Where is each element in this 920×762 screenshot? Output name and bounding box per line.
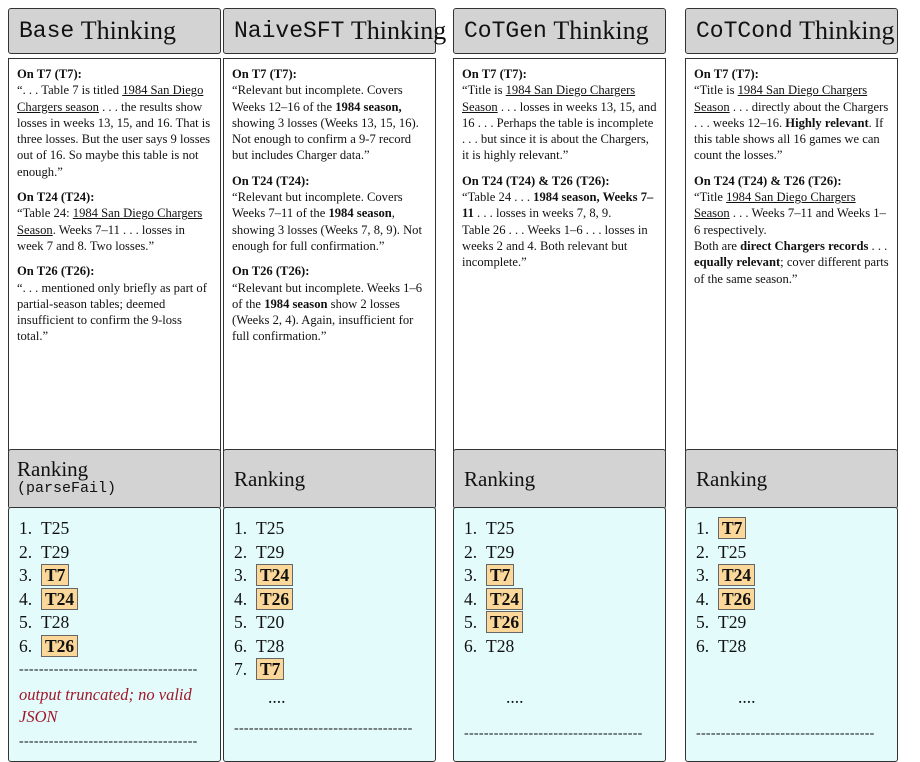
method-column-base	[8, 8, 221, 749]
ranking-item	[234, 541, 435, 565]
ranking-item	[19, 517, 220, 541]
rank-number: 4.	[19, 588, 33, 609]
highlighted-table-id: T26	[256, 588, 293, 610]
ranking-panel	[223, 507, 436, 762]
ranking-item	[464, 564, 665, 588]
rank-number: 3.	[464, 565, 478, 585]
ranking-header	[685, 449, 898, 509]
highlighted-table-id: T24	[718, 564, 755, 586]
table-id: T25	[486, 518, 515, 538]
highlighted-table-id: T24	[41, 588, 78, 610]
rank-number: 4.	[464, 588, 478, 609]
table-id: T29	[256, 541, 285, 562]
column-header	[453, 8, 666, 54]
ranking-subtitle: (parseFail)	[17, 480, 117, 497]
table-id: T29	[486, 541, 515, 562]
ellipsis: ....	[738, 687, 756, 707]
rank-number: 1.	[234, 518, 248, 538]
table-id: T29	[718, 612, 747, 632]
highlighted-table-id: T24	[486, 588, 523, 610]
highlighted-table-id: T7	[256, 658, 284, 680]
column-header	[223, 8, 447, 54]
rank-number: 6.	[696, 635, 710, 656]
thinking-panel: On T7 (T7): “. . . Table 7 is titled 1984 San Diego Chargers season . . . the results show losses in weeks 13, 15, and 16. That is three losses. But the user says 9 losses out of 16. So maybe this table is not enough.” On T24 (T24): “Table 24: 1984 San Diego Chargers Season. Weeks 7–11 . . . losses in week 7 and 8. Two losses.” On T26 (T26): “. . . mentioned only briefly as part of partial-season tables; deemed insufficient to confirm the 9-loss total.”	[8, 58, 221, 451]
highlighted-table-id: T26	[486, 611, 523, 633]
ellipsis: ....	[506, 687, 524, 707]
highlighted-table-id: T7	[486, 564, 514, 586]
rank-number: 3.	[696, 565, 710, 585]
ranking-header	[8, 449, 221, 509]
rank-number: 6.	[234, 635, 248, 656]
rank-number: 2.	[696, 541, 710, 562]
ranking-item	[696, 635, 897, 659]
error-message: output truncated; no valid JSON	[19, 684, 192, 726]
rank-number: 5.	[19, 612, 33, 632]
rank-number: 6.	[464, 635, 478, 656]
dashed-separator: ------------------------------------	[19, 733, 198, 749]
column-header	[685, 8, 898, 54]
ranking-title: Ranking	[696, 466, 768, 491]
ranking-item	[696, 517, 897, 541]
method-column-naivesft	[223, 8, 447, 736]
ranking-title: Ranking	[234, 466, 306, 491]
thinking-panel: On T7 (T7): “Title is 1984 San Diego Chargers Season . . . losses in weeks 13, 15, and 16 . . . Perhaps the table is incomplete . . . but since it is about the Chargers, it is highly relevant.” On T24 (T24) & T26 (T26): “Table 24 . . . 1984 season, Weeks 7–11 . . . losses in weeks 7, 8, 9. Table 26 . . . Weeks 1–6 . . . losses in weeks 2 and 4. Both relevant but incomplete.”	[453, 58, 666, 451]
table-id: T29	[41, 541, 70, 562]
rank-number: 5.	[464, 612, 478, 632]
ranking-item	[234, 611, 435, 635]
rank-number: 4.	[234, 588, 248, 609]
ranking-item	[464, 611, 665, 635]
ranking-title: Ranking	[17, 457, 89, 481]
method-name: Base	[19, 18, 75, 44]
ranking-panel	[685, 507, 898, 762]
ranking-item	[234, 635, 435, 659]
ranking-item	[696, 611, 897, 635]
header-suffix: Thinking	[546, 16, 649, 45]
method-column-cotcond	[685, 8, 898, 741]
rank-number: 3.	[19, 565, 33, 585]
rank-number: 2.	[234, 541, 248, 562]
ranking-item	[19, 588, 220, 612]
ranking-header	[453, 449, 666, 509]
rank-number: 1.	[696, 518, 710, 538]
ranking-item	[464, 635, 665, 659]
rank-number: 6.	[19, 635, 33, 656]
ranking-item	[19, 541, 220, 565]
highlighted-table-id: T26	[41, 635, 78, 657]
ranking-panel	[8, 507, 221, 762]
ranking-item	[696, 564, 897, 588]
ranking-header	[223, 449, 436, 509]
rank-number: 1.	[464, 518, 478, 538]
table-id: T25	[256, 518, 285, 538]
column-header	[8, 8, 221, 54]
dashed-separator: ------------------------------------	[464, 725, 643, 741]
thinking-panel: On T7 (T7): “Title is 1984 San Diego Chargers Season . . . directly about the Chargers . . . weeks 12–16. Highly relevant. If this table shows all 16 games we can count the losses.” On T24 (T24) & T26 (T26): “Title 1984 San Diego Chargers Season . . . Weeks 7–11 and Weeks 1–6 respectively. Both are direct Chargers records . . . equally relevant; cover different parts of the same season.”	[685, 58, 898, 451]
ranking-item	[696, 541, 897, 565]
dashed-separator: ------------------------------------	[696, 725, 875, 741]
rank-number: 2.	[19, 541, 33, 562]
table-id: T28	[718, 635, 747, 656]
dashed-separator: ------------------------------------	[19, 662, 198, 677]
table-id: T28	[486, 635, 515, 656]
ranking-item	[19, 611, 220, 635]
ranking-item	[464, 541, 665, 565]
ranking-item	[696, 588, 897, 612]
header-suffix: Thinking	[344, 16, 447, 45]
table-id: T28	[41, 612, 70, 632]
ranking-panel	[453, 507, 666, 762]
ranking-item	[19, 635, 220, 659]
rank-number: 5.	[234, 612, 248, 632]
highlighted-table-id: T7	[718, 517, 746, 539]
highlighted-table-id: T26	[718, 588, 755, 610]
rank-number: 5.	[696, 612, 710, 632]
rank-number: 7.	[234, 659, 248, 679]
ranking-title: Ranking	[464, 466, 536, 491]
ranking-item	[234, 564, 435, 588]
ranking-item	[234, 588, 435, 612]
header-suffix: Thinking	[792, 16, 895, 45]
ellipsis: ....	[268, 686, 286, 707]
ranking-item	[464, 588, 665, 612]
table-id: T28	[256, 635, 285, 656]
table-id: T25	[718, 541, 747, 562]
ranking-item	[234, 658, 435, 682]
method-column-cotgen	[453, 8, 666, 741]
table-id: T20	[256, 612, 285, 632]
thinking-panel: On T7 (T7): “Relevant but incomplete. Covers Weeks 12–16 of the 1984 season, showing 3 losses (Weeks 13, 15, 16). Not enough to confirm a 9-7 record but includes Charger data.” On T24 (T24): “Relevant but incomplete. Covers Weeks 7–11 of the 1984 season, showing 3 losses (Weeks 7, 8, 9). Not enough for full confirmation.” On T26 (T26): “Relevant but incomplete. Weeks 1–6 of the 1984 season show 2 losses (Weeks 2, 4). Again, insufficient for full confirmation.”	[223, 58, 436, 451]
ranking-item	[234, 517, 435, 541]
table-id: T25	[41, 518, 70, 538]
method-name: CoTGen	[464, 18, 547, 44]
highlighted-table-id: T7	[41, 564, 69, 586]
ranking-item	[19, 564, 220, 588]
rank-number: 1.	[19, 518, 33, 538]
method-name: CoTCond	[696, 18, 793, 44]
rank-number: 3.	[234, 565, 248, 585]
dashed-separator: ------------------------------------	[234, 721, 413, 736]
header-suffix: Thinking	[74, 16, 177, 45]
highlighted-table-id: T24	[256, 564, 293, 586]
rank-number: 2.	[464, 541, 478, 562]
rank-number: 4.	[696, 588, 710, 609]
method-name: NaiveSFT	[234, 18, 345, 44]
ranking-item	[464, 517, 665, 541]
